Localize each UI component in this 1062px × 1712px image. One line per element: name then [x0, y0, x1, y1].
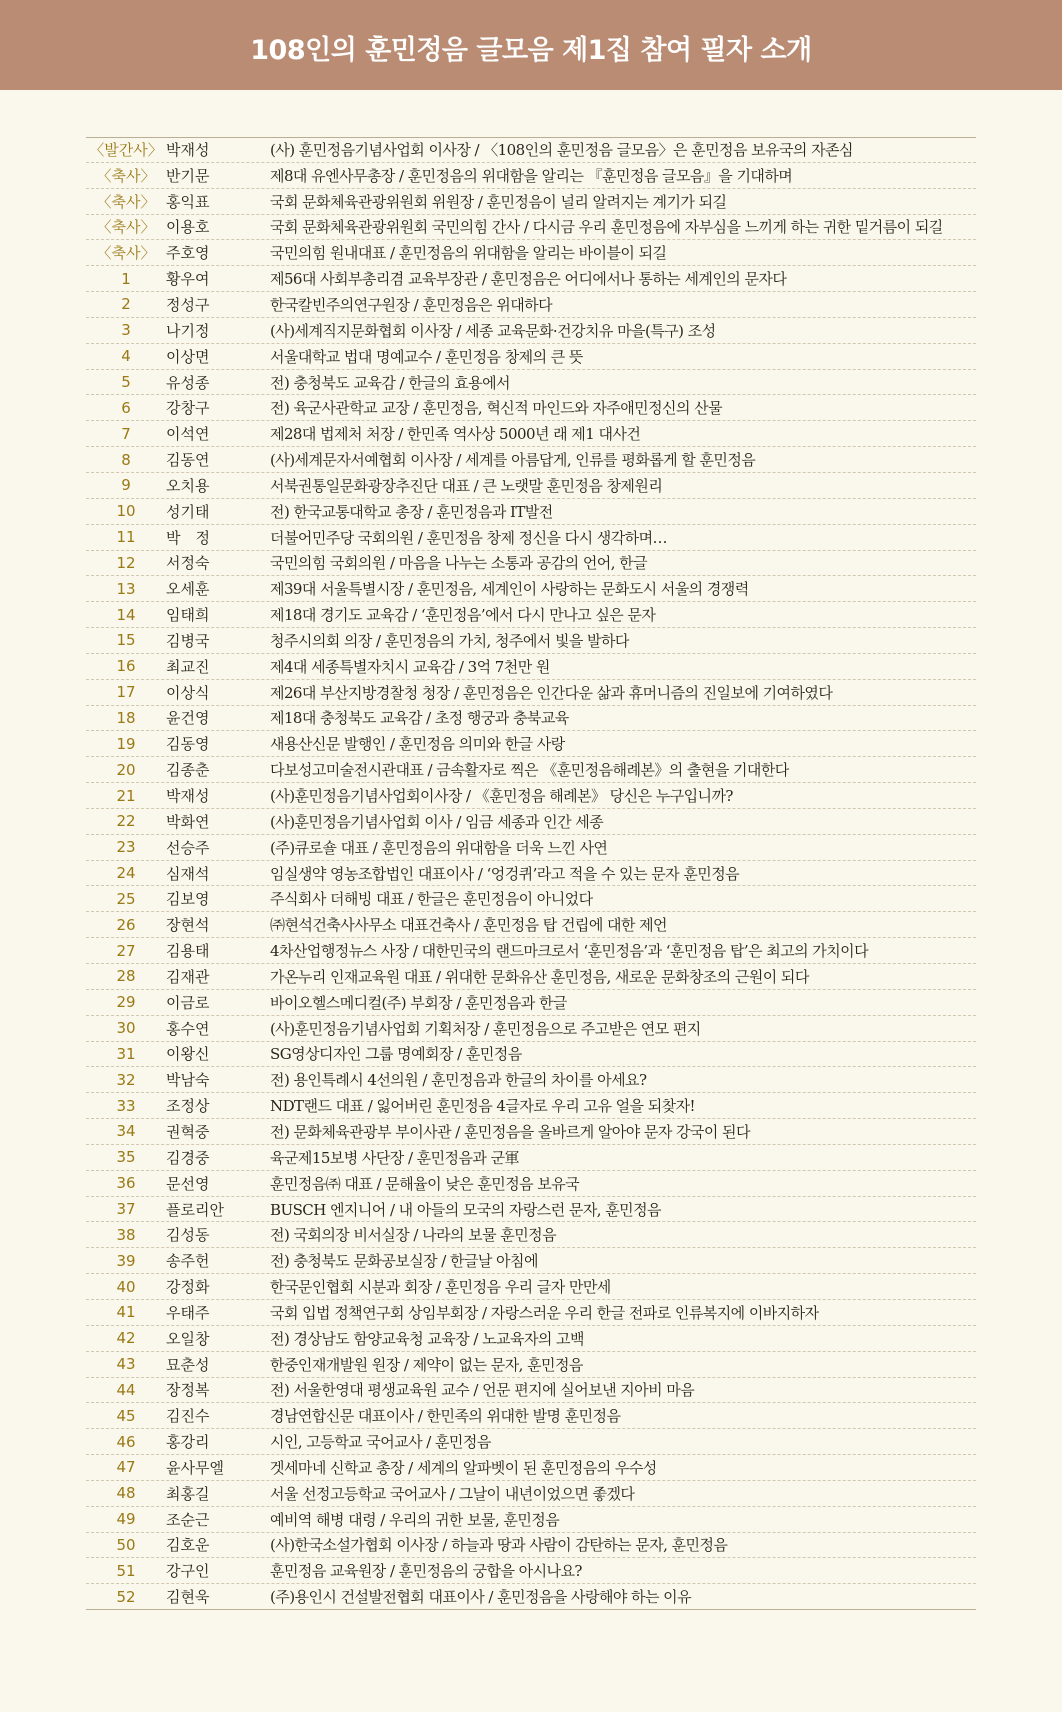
author-name: 김동연 [166, 451, 210, 470]
author-row [86, 318, 976, 344]
author-name: 오치용 [166, 476, 210, 495]
author-number: 50 [116, 1535, 136, 1554]
author-description: 전) 국회의장 비서실장 / 나라의 보물 훈민정음 [270, 1226, 557, 1245]
author-description: NDT랜드 대표 / 잃어버린 훈민정음 4글자로 우리 고유 얼을 되찾자! [270, 1097, 696, 1116]
author-name: 반기문 [166, 166, 210, 185]
author-name: 송주헌 [166, 1252, 210, 1271]
author-number: 26 [116, 915, 136, 934]
author-name: 조순근 [166, 1510, 210, 1529]
author-description: 서울 선정고등학교 국어교사 / 그날이 내년이었으면 좋겠다 [270, 1484, 635, 1503]
author-row [86, 964, 976, 990]
author-name: 우태주 [166, 1303, 210, 1322]
author-name: 유성종 [166, 373, 210, 392]
author-number: 30 [116, 1019, 136, 1038]
author-number: 7 [121, 424, 131, 443]
author-description: (주)용인시 건설발전협회 대표이사 / 훈민정음을 사랑해야 하는 이유 [270, 1588, 692, 1607]
author-row [86, 344, 976, 370]
author-number: 16 [116, 657, 136, 676]
author-row [86, 809, 976, 835]
author-name: 주호영 [166, 244, 210, 263]
author-row [86, 1326, 976, 1352]
author-row [86, 1274, 976, 1300]
author-description: 더불어민주당 국회의원 / 훈민정음 창제 정신을 다시 생각하며… [270, 528, 667, 547]
author-description: BUSCH 엔지니어 / 내 아들의 모국의 자랑스런 문자, 훈민정음 [270, 1200, 661, 1219]
author-number: 6 [121, 398, 131, 417]
author-name: 최교진 [166, 657, 210, 676]
author-row [86, 447, 976, 473]
author-number: 〈축사〉 [96, 192, 156, 211]
author-name: 임태희 [166, 606, 210, 625]
author-name: 윤건영 [166, 709, 210, 728]
author-name: 김보영 [166, 890, 210, 909]
author-number: 8 [121, 450, 131, 469]
author-row [86, 292, 976, 318]
author-row [86, 1222, 976, 1248]
author-number: 33 [116, 1096, 136, 1115]
author-number: 9 [121, 476, 131, 495]
author-number: 13 [116, 579, 136, 598]
author-row [86, 215, 976, 241]
author-name: 이왕신 [166, 1045, 210, 1064]
author-row [86, 525, 976, 551]
author-row [86, 576, 976, 602]
author-row [86, 189, 976, 215]
author-name: 이석연 [166, 425, 210, 444]
author-row [86, 1584, 976, 1610]
author-number: 46 [116, 1432, 136, 1451]
author-number: 〈축사〉 [96, 166, 156, 185]
author-description: 훈민정음 교육원장 / 훈민정음의 궁합을 아시나요? [270, 1562, 582, 1581]
author-row [86, 499, 976, 525]
author-description: (주)큐로숄 대표 / 훈민정음의 위대함을 더욱 느낀 사연 [270, 838, 608, 857]
author-number: 42 [116, 1329, 136, 1348]
author-number: 28 [116, 967, 136, 986]
author-row [86, 421, 976, 447]
author-row [86, 1197, 976, 1223]
author-name: 장정복 [166, 1381, 210, 1400]
author-number: 23 [116, 838, 136, 857]
author-name: 이용호 [166, 218, 210, 237]
author-row [86, 783, 976, 809]
author-row [86, 1016, 976, 1042]
author-description: 시인, 고등학교 국어교사 / 훈민정음 [270, 1433, 491, 1452]
author-description: 4차산업행정뉴스 사장 / 대한민국의 랜드마크로서 ‘훈민정음’과 ‘훈민정음 탑’은 최고의 가치이다 [270, 942, 869, 961]
author-name: 김동영 [166, 735, 210, 754]
author-row [86, 835, 976, 861]
author-description: 제56대 사회부총리겸 교육부장관 / 훈민정음은 어디에서나 통하는 세계인의 문자다 [270, 270, 787, 289]
author-number: 45 [116, 1406, 136, 1425]
author-name: 심재석 [166, 864, 210, 883]
author-row [86, 602, 976, 628]
author-row [86, 912, 976, 938]
author-description: 가온누리 인재교육원 대표 / 위대한 문화유산 훈민정음, 새로운 문화창조의 근원이 되다 [270, 967, 809, 986]
author-description: 경남연합신문 대표이사 / 한민족의 위대한 발명 훈민정음 [270, 1407, 621, 1426]
author-description: 예비역 해병 대령 / 우리의 귀한 보물, 훈민정음 [270, 1510, 560, 1529]
author-number: 27 [116, 941, 136, 960]
author-number: 〈축사〉 [96, 218, 156, 237]
author-row [86, 137, 976, 163]
author-number: 34 [116, 1122, 136, 1141]
page-header [0, 0, 1062, 90]
author-number: 52 [116, 1587, 136, 1606]
author-number: 37 [116, 1200, 136, 1219]
author-name: 서정숙 [166, 554, 210, 573]
author-name: 문선영 [166, 1174, 210, 1193]
author-description: 제4대 세종특별자치시 교육감 / 3억 7천만 원 [270, 657, 550, 676]
author-name: 김성동 [166, 1226, 210, 1245]
author-name: 선승주 [166, 838, 210, 857]
author-number: 32 [116, 1070, 136, 1089]
author-row [86, 1403, 976, 1429]
author-number: 5 [121, 373, 131, 392]
author-description: SG영상디자인 그룹 명예회장 / 훈민정음 [270, 1045, 522, 1064]
author-row [86, 551, 976, 577]
author-row [86, 1171, 976, 1197]
author-number: 21 [116, 786, 136, 805]
author-number: 1 [121, 269, 131, 288]
author-description: 국민의힘 국회의원 / 마음을 나누는 소통과 공감의 언어, 한글 [270, 554, 648, 573]
author-row [86, 266, 976, 292]
author-number: 31 [116, 1044, 136, 1063]
author-description: 임실생약 영농조합법인 대표이사 / ‘엉겅퀴’라고 적을 수 있는 문자 훈민정음 [270, 864, 740, 883]
author-description: 한국문인협회 시분과 회장 / 훈민정음 우리 글자 만만세 [270, 1278, 611, 1297]
author-row [86, 990, 976, 1016]
author-row [86, 1042, 976, 1068]
author-row [86, 1429, 976, 1455]
author-number: 44 [116, 1380, 136, 1399]
author-number: 38 [116, 1225, 136, 1244]
author-description: ㈜현석건축사사무소 대표건축사 / 훈민정음 탑 건립에 대한 제언 [270, 916, 667, 935]
author-description: (사) 훈민정음기념사업회 이사장 / 〈108인의 훈민정음 글모음〉은 훈민정음 보유국의 자존심 [270, 141, 853, 160]
author-row [86, 886, 976, 912]
author-row [86, 680, 976, 706]
author-description: (사)세계직지문화협회 이사장 / 세종 교육문화·건강치유 마을(특구) 조성 [270, 321, 716, 340]
author-description: 제18대 충청북도 교육감 / 초정 행궁과 충북교육 [270, 709, 569, 728]
author-name: 박 정 [166, 528, 210, 547]
author-name: 강정화 [166, 1278, 210, 1297]
author-description: (사)세계문자서예협회 이사장 / 세계를 아름답게, 인류를 평화롭게 할 훈민정음 [270, 451, 756, 470]
author-description: (사)훈민정음기념사업회 이사 / 임금 세종과 인간 세종 [270, 812, 604, 831]
author-name: 정성구 [166, 295, 210, 314]
author-number: 48 [116, 1484, 136, 1503]
author-description: 국회 문화체육관광위원회 국민의힘 간사 / 다시금 우리 훈민정음에 자부심을 느끼게 하는 귀한 밑거름이 되길 [270, 218, 943, 237]
author-row [86, 163, 976, 189]
author-name: 김재관 [166, 967, 210, 986]
author-row [86, 628, 976, 654]
author-description: 전) 용인특례시 4선의원 / 훈민정음과 한글의 차이를 아세요? [270, 1071, 647, 1090]
author-name: 홍수연 [166, 1019, 210, 1038]
author-name: 강구인 [166, 1562, 210, 1581]
author-description: 한중인재개발원 원장 / 제약이 없는 문자, 훈민정음 [270, 1355, 583, 1374]
author-name: 장현석 [166, 916, 210, 935]
author-number: 39 [116, 1251, 136, 1270]
author-number: 47 [116, 1458, 136, 1477]
author-row [86, 1300, 976, 1326]
author-description: 겟세마네 신학교 총장 / 세계의 알파벳이 된 훈민정음의 우수성 [270, 1458, 657, 1477]
author-number: 29 [116, 993, 136, 1012]
author-number: 18 [116, 708, 136, 727]
author-name: 플로리안 [166, 1200, 224, 1219]
author-name: 나기정 [166, 321, 210, 340]
author-number: 51 [116, 1561, 136, 1580]
author-number: 10 [116, 502, 136, 521]
author-name: 김현욱 [166, 1588, 210, 1607]
author-description: 주식회사 더해빙 대표 / 한글은 훈민정음이 아니었다 [270, 890, 593, 909]
author-list [86, 137, 976, 1610]
author-name: 권혁중 [166, 1122, 210, 1141]
author-row [86, 395, 976, 421]
author-row [86, 1352, 976, 1378]
author-name: 오세훈 [166, 580, 210, 599]
page-title: 108인의 훈민정음 글모음 제1집 참여 필자 소개 [250, 34, 812, 66]
author-description: 국회 문화체육관광위원회 위원장 / 훈민정음이 널리 알려지는 계기가 되길 [270, 192, 727, 211]
author-row [86, 1455, 976, 1481]
author-row [86, 473, 976, 499]
author-row [86, 1507, 976, 1533]
author-row [86, 1119, 976, 1145]
author-row [86, 757, 976, 783]
author-description: 전) 한국교통대학교 총장 / 훈민정음과 IT발전 [270, 502, 553, 521]
author-name: 박재성 [166, 141, 210, 160]
author-description: 전) 충청북도 교육감 / 한글의 효용에서 [270, 373, 510, 392]
author-row [86, 1145, 976, 1171]
author-description: 새용산신문 발행인 / 훈민정음 의미와 한글 사랑 [270, 735, 565, 754]
author-name: 황우여 [166, 270, 210, 289]
author-description: 전) 충청북도 문화공보실장 / 한글날 아침에 [270, 1252, 538, 1271]
author-row [86, 731, 976, 757]
author-number: 17 [116, 683, 136, 702]
author-description: 전) 육군사관학교 교장 / 훈민정음, 혁신적 마인드와 자주애민정신의 산물 [270, 399, 723, 418]
author-description: 청주시의회 의장 / 훈민정음의 가치, 청주에서 빛을 발하다 [270, 631, 629, 650]
author-name: 이상면 [166, 347, 210, 366]
author-number: 49 [116, 1510, 136, 1529]
author-name: 김진수 [166, 1407, 210, 1426]
author-row [86, 938, 976, 964]
author-description: 서울대학교 법대 명예교수 / 훈민정음 창제의 큰 뜻 [270, 347, 583, 366]
author-name: 윤사무엘 [166, 1458, 224, 1477]
author-description: 한국칼빈주의연구원장 / 훈민정음은 위대하다 [270, 295, 553, 314]
author-description: 제8대 유엔사무총장 / 훈민정음의 위대함을 알리는 『훈민정음 글모음』을 기대하며 [270, 166, 793, 185]
author-description: 제39대 서울특별시장 / 훈민정음, 세계인이 사랑하는 문화도시 서울의 경쟁력 [270, 580, 749, 599]
author-name: 김용태 [166, 942, 210, 961]
author-description: 제28대 법제처 처장 / 한민족 역사상 5000년 래 제1 대사건 [270, 425, 641, 444]
author-description: 전) 문화체육관광부 부이사관 / 훈민정음을 올바르게 알아야 문자 강국이 된다 [270, 1122, 750, 1141]
author-description: 바이오헬스메디컬(주) 부회장 / 훈민정음과 한글 [270, 993, 567, 1012]
author-number: 11 [116, 528, 136, 547]
author-description: 국민의힘 원내대표 / 훈민정음의 위대함을 알리는 바이블이 되길 [270, 244, 667, 263]
author-number: 35 [116, 1148, 136, 1167]
author-name: 홍강리 [166, 1433, 210, 1452]
author-description: (사)한국소설가협회 이사장 / 하늘과 땅과 사람이 감탄하는 문자, 훈민정음 [270, 1536, 728, 1555]
author-number: 4 [121, 347, 131, 366]
author-row [86, 861, 976, 887]
author-description: 육군제15보병 사단장 / 훈민정음과 군軍 [270, 1148, 519, 1167]
author-row [86, 706, 976, 732]
author-number: 19 [116, 734, 136, 753]
author-row [86, 1558, 976, 1584]
author-number: 〈발간사〉 [89, 141, 163, 160]
author-description: 제18대 경기도 교육감 / ‘훈민정음’에서 다시 만나고 싶은 문자 [270, 606, 656, 625]
author-number: 43 [116, 1355, 136, 1374]
author-name: 홍익표 [166, 192, 210, 211]
author-number: 25 [116, 889, 136, 908]
author-description: 서북권통일문화광장추진단 대표 / 큰 노랫말 훈민정음 창제원리 [270, 476, 663, 495]
author-name: 김호운 [166, 1536, 210, 1555]
author-description: (사)훈민정음기념사업회 기획처장 / 훈민정음으로 주고받은 연모 편지 [270, 1019, 701, 1038]
author-number: 12 [116, 553, 136, 572]
author-description: 다보성고미술전시관대표 / 금속활자로 찍은 《훈민정음해례본》의 출현을 기대한다 [270, 761, 789, 780]
author-name: 박남숙 [166, 1071, 210, 1090]
author-description: (사)훈민정음기념사업회이사장 / 《훈민정음 해례본》 당신은 누구입니까? [270, 787, 733, 806]
author-name: 김종춘 [166, 761, 210, 780]
author-description: 국회 입법 정책연구회 상임부회장 / 자랑스러운 우리 한글 전파로 인류복지에 이바지하자 [270, 1303, 819, 1322]
author-number: 20 [116, 760, 136, 779]
author-number: 36 [116, 1174, 136, 1193]
author-name: 이금로 [166, 993, 210, 1012]
author-name: 최홍길 [166, 1484, 210, 1503]
author-row [86, 1067, 976, 1093]
author-description: 전) 서울한영대 평생교육원 교수 / 언문 편지에 실어보낸 지아비 마음 [270, 1381, 695, 1400]
author-name: 박화연 [166, 812, 210, 831]
author-row [86, 1481, 976, 1507]
author-name: 이상식 [166, 683, 210, 702]
author-number: 41 [116, 1303, 136, 1322]
author-name: 성기태 [166, 502, 210, 521]
author-row [86, 1533, 976, 1559]
author-name: 김경중 [166, 1148, 210, 1167]
author-name: 김병국 [166, 631, 210, 650]
author-row [86, 1378, 976, 1404]
author-number: 2 [121, 295, 131, 314]
author-name: 조정상 [166, 1097, 210, 1116]
author-number: 14 [116, 605, 136, 624]
author-number: 〈축사〉 [96, 244, 156, 263]
author-number: 15 [116, 631, 136, 650]
author-name: 박재성 [166, 787, 210, 806]
author-row [86, 1248, 976, 1274]
author-number: 3 [121, 321, 131, 340]
author-number: 22 [116, 812, 136, 831]
author-row [86, 370, 976, 396]
author-description: 전) 경상남도 함양교육청 교육장 / 노교육자의 고백 [270, 1329, 584, 1348]
author-number: 24 [116, 864, 136, 883]
author-name: 묘춘성 [166, 1355, 210, 1374]
author-description: 훈민정음㈜ 대표 / 문해율이 낮은 훈민정음 보유국 [270, 1174, 580, 1193]
author-row [86, 1093, 976, 1119]
author-row [86, 240, 976, 266]
author-description: 제26대 부산지방경찰청 청장 / 훈민정음은 인간다운 삶과 휴머니즘의 진일보에 기여하였다 [270, 683, 833, 702]
author-name: 강창구 [166, 399, 210, 418]
author-number: 40 [116, 1277, 136, 1296]
author-row [86, 654, 976, 680]
author-name: 오일창 [166, 1329, 210, 1348]
